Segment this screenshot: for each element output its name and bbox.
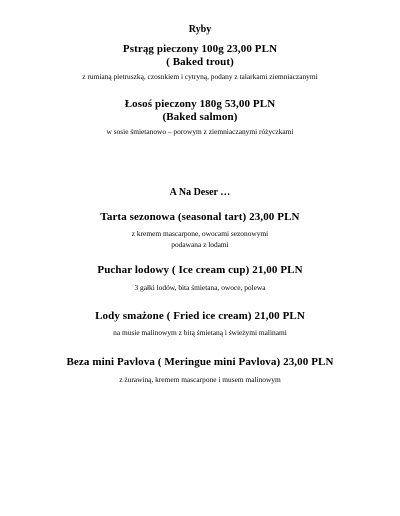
dish-description-pavlova: z żurawiną, kremem mascarpone i musem malinowym (119, 375, 281, 384)
dish-description-trout: z rumianą pietruszką, czosnkiem i cytryną, podany z talarkami ziemniaczanymi (82, 72, 318, 81)
dish-name-pavlova: Beza mini Pavlova ( Meringue mini Pavlova) 23,00 PLN (66, 356, 334, 368)
dish-description-ice-cream-cup: 3 gałki lodów, bita śmietana, owoce, polewa (134, 283, 266, 292)
dish-name-tart: Tarta sezonowa (seasonal tart) 23,00 PLN (100, 211, 300, 223)
dish-name-ice-cream-cup: Puchar lodowy ( Ice cream cup) 21,00 PLN (97, 264, 303, 276)
section-title-fish: Ryby (188, 24, 212, 35)
dish-description-tart-line1: z kremem mascarpone, owocami sezonowymi (131, 229, 269, 238)
dish-description-fried-ice-cream: na musie malinowym z bitą śmietaną i świeżymi malinami (113, 328, 287, 337)
dish-description-salmon: w sosie śmietanowo – porowym z ziemniaczanymi różyczkami (106, 127, 294, 136)
section-title-dessert: A Na Deser … (169, 187, 231, 198)
dish-name-trout: Pstrąg pieczony 100g 23,00 PLN (122, 43, 278, 55)
dish-description-tart-line2: podawana z lodami (171, 240, 229, 249)
dish-subname-salmon: (Baked salmon) (162, 111, 238, 123)
dish-name-salmon: Łosoś pieczony 180g 53,00 PLN (124, 98, 276, 110)
dish-name-fried-ice-cream: Lody smażone ( Fried ice cream) 21,00 PLN (95, 310, 305, 322)
dish-subname-trout: ( Baked trout) (166, 56, 234, 68)
